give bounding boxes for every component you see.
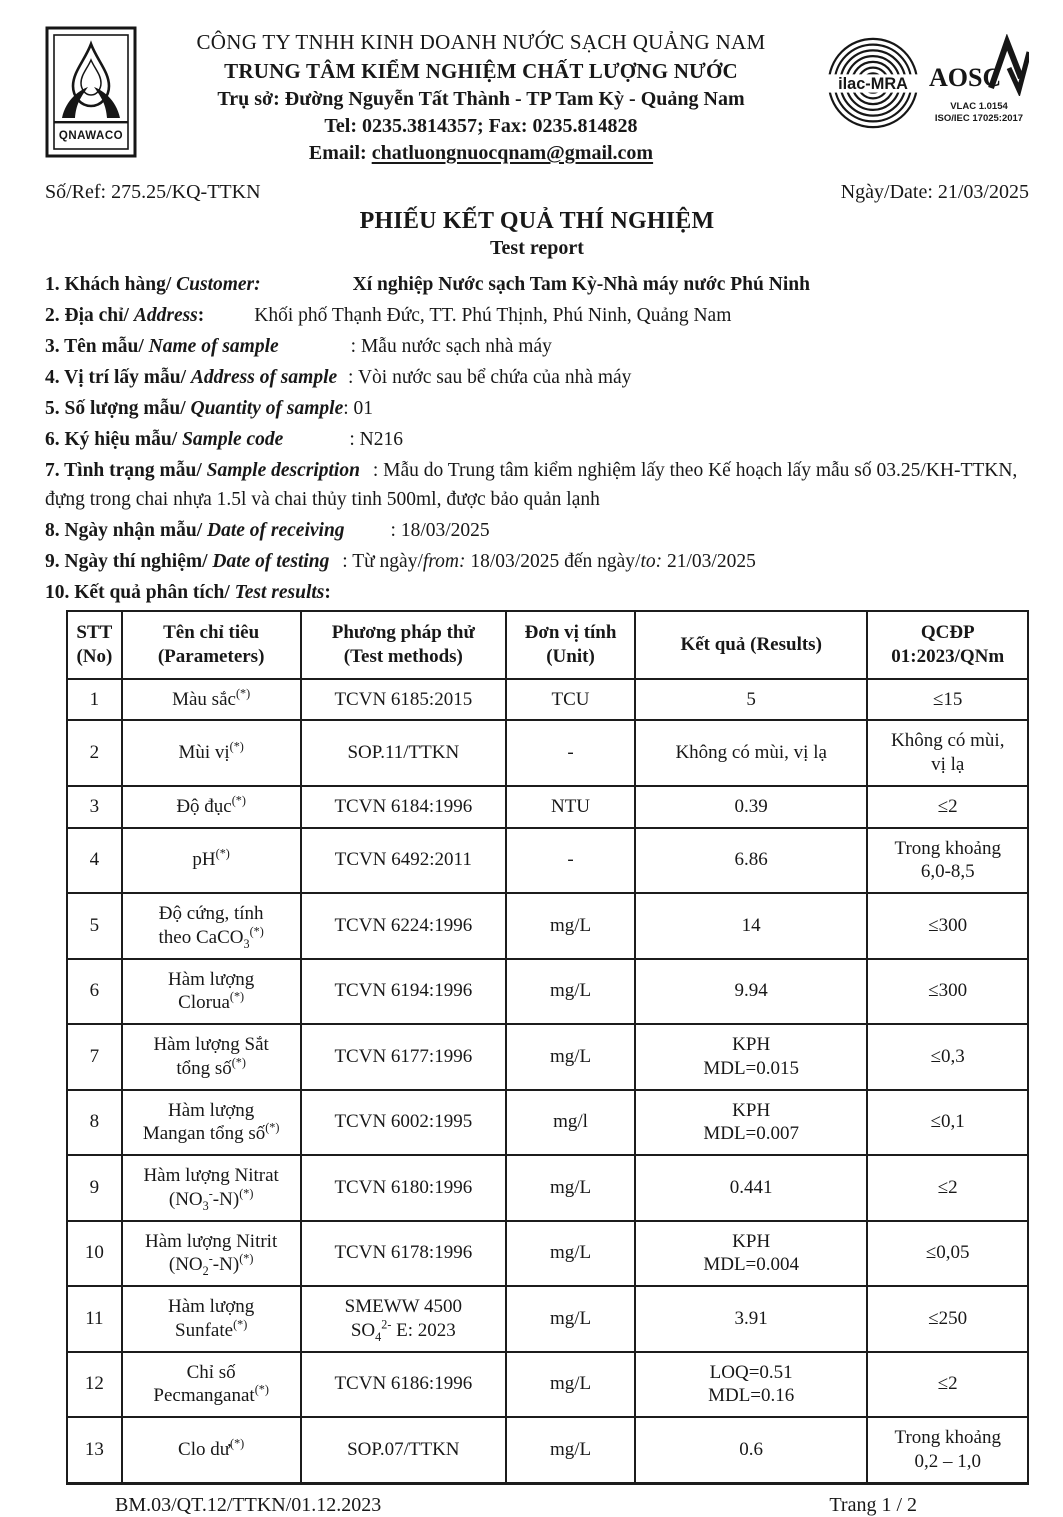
info-item: [45, 425, 1029, 454]
cell-result: KPH MDL=0.004: [635, 1221, 868, 1287]
tab-gap: [360, 475, 368, 476]
text-segment: Quantity of sample: [190, 398, 344, 419]
info-value: [353, 274, 810, 295]
text-segment: : N216: [349, 429, 403, 450]
text-segment: 10. Kết quả phân tích/: [45, 582, 235, 603]
cell-unit: -: [506, 720, 635, 786]
column-header: Kết quả (Results): [635, 611, 868, 679]
text-segment: Address of sample: [190, 367, 338, 388]
document-header: [45, 26, 1029, 165]
tab-gap: [345, 535, 391, 536]
cell-name: Mùi vị(*): [122, 720, 301, 786]
info-value: [254, 305, 731, 326]
text-segment: : Mẫu do Trung tâm kiểm nghiệm lấy theo Kế hoạch lấy mẫu số 03.25/KH-TTKN, đựng trong chai nhựa 1.5l và chai thủy tinh 500ml, được bảo quản lạnh: [45, 460, 1018, 510]
text-segment: : Vòi nước sau bể chứa của nhà máy: [343, 367, 632, 388]
cell-unit: mg/L: [506, 893, 635, 959]
info-list: [45, 270, 1029, 576]
svg-text:QNAWACO: QNAWACO: [58, 130, 124, 142]
cell-method: TCVN 6185:2015: [301, 679, 507, 721]
water-drop-hands-icon: [45, 26, 137, 158]
text-segment: Date of testing: [212, 551, 330, 572]
info-value: [351, 336, 552, 357]
cell-result: 0.6: [635, 1417, 868, 1483]
cell-name: Hàm lượng Sunfate(*): [122, 1286, 301, 1352]
table-header-row: [67, 611, 1028, 679]
cell-result: 6.86: [635, 828, 868, 894]
info-value: [337, 551, 755, 572]
text-segment: 7. Tình trạng mẫu/: [45, 460, 207, 481]
report-date: Ngày/Date: 21/03/2025: [840, 181, 1029, 203]
cell-no: 4: [67, 828, 122, 894]
text-segment: 4. Vị trí lấy mẫu/: [45, 367, 191, 388]
table-row: [67, 1286, 1028, 1352]
cell-no: 12: [67, 1352, 122, 1418]
cell-limit: ≤250: [867, 1286, 1028, 1352]
cell-unit: mg/L: [506, 1221, 635, 1287]
cell-unit: NTU: [506, 786, 635, 828]
cell-result: Không có mùi, vị lạ: [635, 720, 868, 786]
cell-method: TCVN 6186:1996: [301, 1352, 507, 1418]
report-title-vi: PHIẾU KẾT QUẢ THÍ NGHIỆM: [359, 208, 715, 234]
info-item: [45, 332, 1029, 361]
info-value: [391, 520, 490, 541]
cell-limit: ≤15: [867, 679, 1028, 721]
cell-unit: -: [506, 828, 635, 894]
info-item: [45, 394, 1029, 423]
column-header: STT (No): [67, 611, 122, 679]
cell-limit: ≤300: [867, 893, 1028, 959]
table-row: [67, 679, 1028, 721]
cell-no: 9: [67, 1155, 122, 1221]
cell-method: TCVN 6194:1996: [301, 959, 507, 1025]
table-row: [67, 1090, 1028, 1156]
footer-form-number: BM.03/QT.12/TTKN/01.12.2023: [115, 1493, 382, 1516]
cell-no: 11: [67, 1286, 122, 1352]
text-segment: 21/03/2025: [662, 551, 756, 572]
cell-limit: ≤0,05: [867, 1221, 1028, 1287]
text-segment: : 18/03/2025: [390, 520, 490, 541]
cell-method: TCVN 6224:1996: [301, 893, 507, 959]
email-label: Email:: [308, 142, 372, 164]
cell-name: Màu sắc(*): [122, 679, 301, 721]
tel-fax-line: Tel: 0235.3814357; Fax: 0235.814828: [324, 115, 638, 137]
cell-unit: TCU: [506, 679, 635, 721]
text-segment: 1. Khách hàng/: [45, 274, 177, 295]
info-item: [45, 363, 1029, 392]
column-header: Phương pháp thử (Test methods): [301, 611, 507, 679]
table-row: [67, 720, 1028, 786]
info-item: [45, 516, 1029, 545]
cell-result: LOQ=0.51 MDL=0.16: [635, 1352, 868, 1418]
cell-limit: Trong khoảng 0,2 – 1,0: [867, 1417, 1028, 1483]
email-address: chatluongnuocqnam@gmail.com: [371, 142, 654, 164]
text-segment: 3. Tên mẫu/: [45, 336, 149, 357]
cell-method: SOP.11/TTKN: [301, 720, 507, 786]
column-header: QCĐP 01:2023/QNm: [867, 611, 1028, 679]
accreditation-logos: [825, 26, 1029, 132]
cell-limit: ≤2: [867, 1155, 1028, 1221]
table-row: [67, 893, 1028, 959]
tab-gap: [261, 289, 353, 290]
cell-name: Độ cứng, tính theo CaCO$_3$(*): [122, 893, 301, 959]
table-row: [67, 959, 1028, 1025]
info-value: [343, 398, 373, 419]
cell-result: 0.441: [635, 1155, 868, 1221]
cell-no: 8: [67, 1090, 122, 1156]
table-row: [67, 1155, 1028, 1221]
cell-name: Hàm lượng Clorua(*): [122, 959, 301, 1025]
cell-name: Hàm lượng Sắt tổng số(*): [122, 1024, 301, 1090]
qnawaco-logo: [45, 26, 137, 163]
aosc-triangle-check-icon: [929, 34, 1029, 96]
text-segment: : Mẫu nước sạch nhà máy: [350, 336, 552, 357]
cell-method: TCVN 6180:1996: [301, 1155, 507, 1221]
cell-name: Hàm lượng Nitrit $(NO_2^--N)^{(*)}$: [122, 1221, 301, 1287]
text-segment: 6. Ký hiệu mẫu/: [45, 429, 183, 450]
cell-limit: ≤300: [867, 959, 1028, 1025]
page-footer: [115, 1494, 917, 1517]
text-segment: :: [324, 582, 331, 603]
table-row: [67, 828, 1028, 894]
report-title-en: Test report: [490, 237, 584, 259]
text-segment: Xí nghiệp Nước sạch Tam Kỳ-Nhà máy nước Phú Ninh: [352, 274, 810, 295]
info-value: [343, 367, 631, 388]
cell-unit: mg/L: [506, 959, 635, 1025]
text-segment: Name of sample: [148, 336, 279, 357]
aosc-vlac-text: VLAC 1.0154: [950, 101, 1008, 112]
svg-text:ilac-MRA: ilac-MRA: [838, 74, 908, 93]
text-segment: : Từ ngày/: [337, 551, 423, 572]
text-segment: Khối phố Thạnh Đức, TT. Phú Thịnh, Phú Ninh, Quảng Nam: [254, 305, 732, 326]
table-row: [67, 1221, 1028, 1287]
cell-result: 3.91: [635, 1286, 868, 1352]
cell-method: TCVN 6002:1995: [301, 1090, 507, 1156]
cell-limit: Trong khoảng 6,0-8,5: [867, 828, 1028, 894]
text-segment: from:: [422, 551, 466, 572]
cell-no: 10: [67, 1221, 122, 1287]
header-text-block: [137, 26, 825, 165]
text-segment: Sample description: [206, 460, 360, 481]
cell-limit: ≤2: [867, 1352, 1028, 1418]
cell-result: KPH MDL=0.015: [635, 1024, 868, 1090]
table-row: [67, 1024, 1028, 1090]
text-segment: 2. Địa chỉ/: [45, 305, 134, 326]
cell-method: TCVN 6184:1996: [301, 786, 507, 828]
cell-no: 5: [67, 893, 122, 959]
cell-result: KPH MDL=0.007: [635, 1090, 868, 1156]
cell-no: 7: [67, 1024, 122, 1090]
text-segment: Date of receiving: [207, 520, 345, 541]
text-segment: :: [197, 305, 205, 326]
info-item: [45, 547, 1029, 576]
cell-no: 6: [67, 959, 122, 1025]
text-segment: Test results: [234, 582, 325, 603]
text-segment: 5. Số lượng mẫu/: [45, 398, 191, 419]
results-heading: [45, 578, 1029, 607]
svg-text:AOSC: AOSC: [929, 63, 1002, 92]
cell-method: SMEWW 4500 $SO_4^{2-}$ E: 2023: [301, 1286, 507, 1352]
cell-name: pH(*): [122, 828, 301, 894]
center-name: TRUNG TÂM KIỂM NGHIỆM CHẤT LƯỢNG NƯỚC: [224, 59, 738, 83]
tab-gap: [204, 320, 254, 321]
address-line: Trụ sở: Đường Nguyễn Tất Thành - TP Tam Kỳ - Quảng Nam: [217, 88, 745, 110]
footer-page-number: Trang 1 / 2: [829, 1493, 917, 1516]
cell-method: TCVN 6177:1996: [301, 1024, 507, 1090]
text-segment: 9. Ngày thí nghiệm/: [45, 551, 213, 572]
cell-limit: ≤0,3: [867, 1024, 1028, 1090]
cell-name: Độ đục(*): [122, 786, 301, 828]
company-name: CÔNG TY TNHH KINH DOANH NƯỚC SẠCH QUẢNG NAM: [196, 30, 766, 54]
cell-no: 13: [67, 1417, 122, 1483]
text-segment: to:: [640, 551, 663, 572]
column-header: Đơn vị tính (Unit): [506, 611, 635, 679]
cell-result: 14: [635, 893, 868, 959]
table-row: [67, 786, 1028, 828]
cell-unit: mg/l: [506, 1090, 635, 1156]
tab-gap: [279, 351, 351, 352]
cell-name: Chỉ số Pecmanganat(*): [122, 1352, 301, 1418]
cell-unit: mg/L: [506, 1286, 635, 1352]
cell-result: 5: [635, 679, 868, 721]
cell-no: 1: [67, 679, 122, 721]
column-header: Tên chỉ tiêu (Parameters): [122, 611, 301, 679]
text-segment: Address: [133, 305, 198, 326]
cell-unit: mg/L: [506, 1155, 635, 1221]
text-segment: 8. Ngày nhận mẫu/: [45, 520, 207, 541]
text-segment: : 01: [343, 398, 374, 419]
cell-method: TCVN 6492:2011: [301, 828, 507, 894]
ilac-mra-logo: [825, 34, 921, 132]
results-table: [66, 610, 1029, 1485]
ref-number: Số/Ref: 275.25/KQ-TTKN: [45, 181, 261, 203]
cell-unit: mg/L: [506, 1417, 635, 1483]
cell-name: Hàm lượng Mangan tổng số(*): [122, 1090, 301, 1156]
results-table-body: [67, 679, 1028, 1484]
info-item: [45, 270, 1029, 299]
info-item: [45, 456, 1029, 514]
cell-unit: mg/L: [506, 1024, 635, 1090]
cell-result: 9.94: [635, 959, 868, 1025]
table-row: [67, 1352, 1028, 1418]
email-line: [137, 142, 825, 165]
meta-row: [45, 181, 1029, 204]
cell-name: Clo dư(*): [122, 1417, 301, 1483]
cell-limit: ≤2: [867, 786, 1028, 828]
cell-result: 0.39: [635, 786, 868, 828]
cell-limit: ≤0,1: [867, 1090, 1028, 1156]
aosc-logo: [929, 34, 1029, 125]
cell-unit: mg/L: [506, 1352, 635, 1418]
text-segment: 18/03/2025 đến ngày/: [465, 551, 641, 572]
tab-gap: [283, 444, 349, 445]
cell-limit: Không có mùi, vị lạ: [867, 720, 1028, 786]
info-item: [45, 301, 1029, 330]
cell-no: 2: [67, 720, 122, 786]
cell-method: SOP.07/TTKN: [301, 1417, 507, 1483]
table-row: [67, 1417, 1028, 1483]
text-segment: Customer:: [176, 274, 261, 295]
cell-name: Hàm lượng Nitrat $(NO_3^--N)^{(*)}$: [122, 1155, 301, 1221]
cell-no: 3: [67, 786, 122, 828]
info-value: [349, 429, 403, 450]
text-segment: Sample code: [182, 429, 284, 450]
aosc-iso-text: ISO/IEC 17025:2017: [934, 112, 1024, 124]
cell-method: TCVN 6178:1996: [301, 1221, 507, 1287]
